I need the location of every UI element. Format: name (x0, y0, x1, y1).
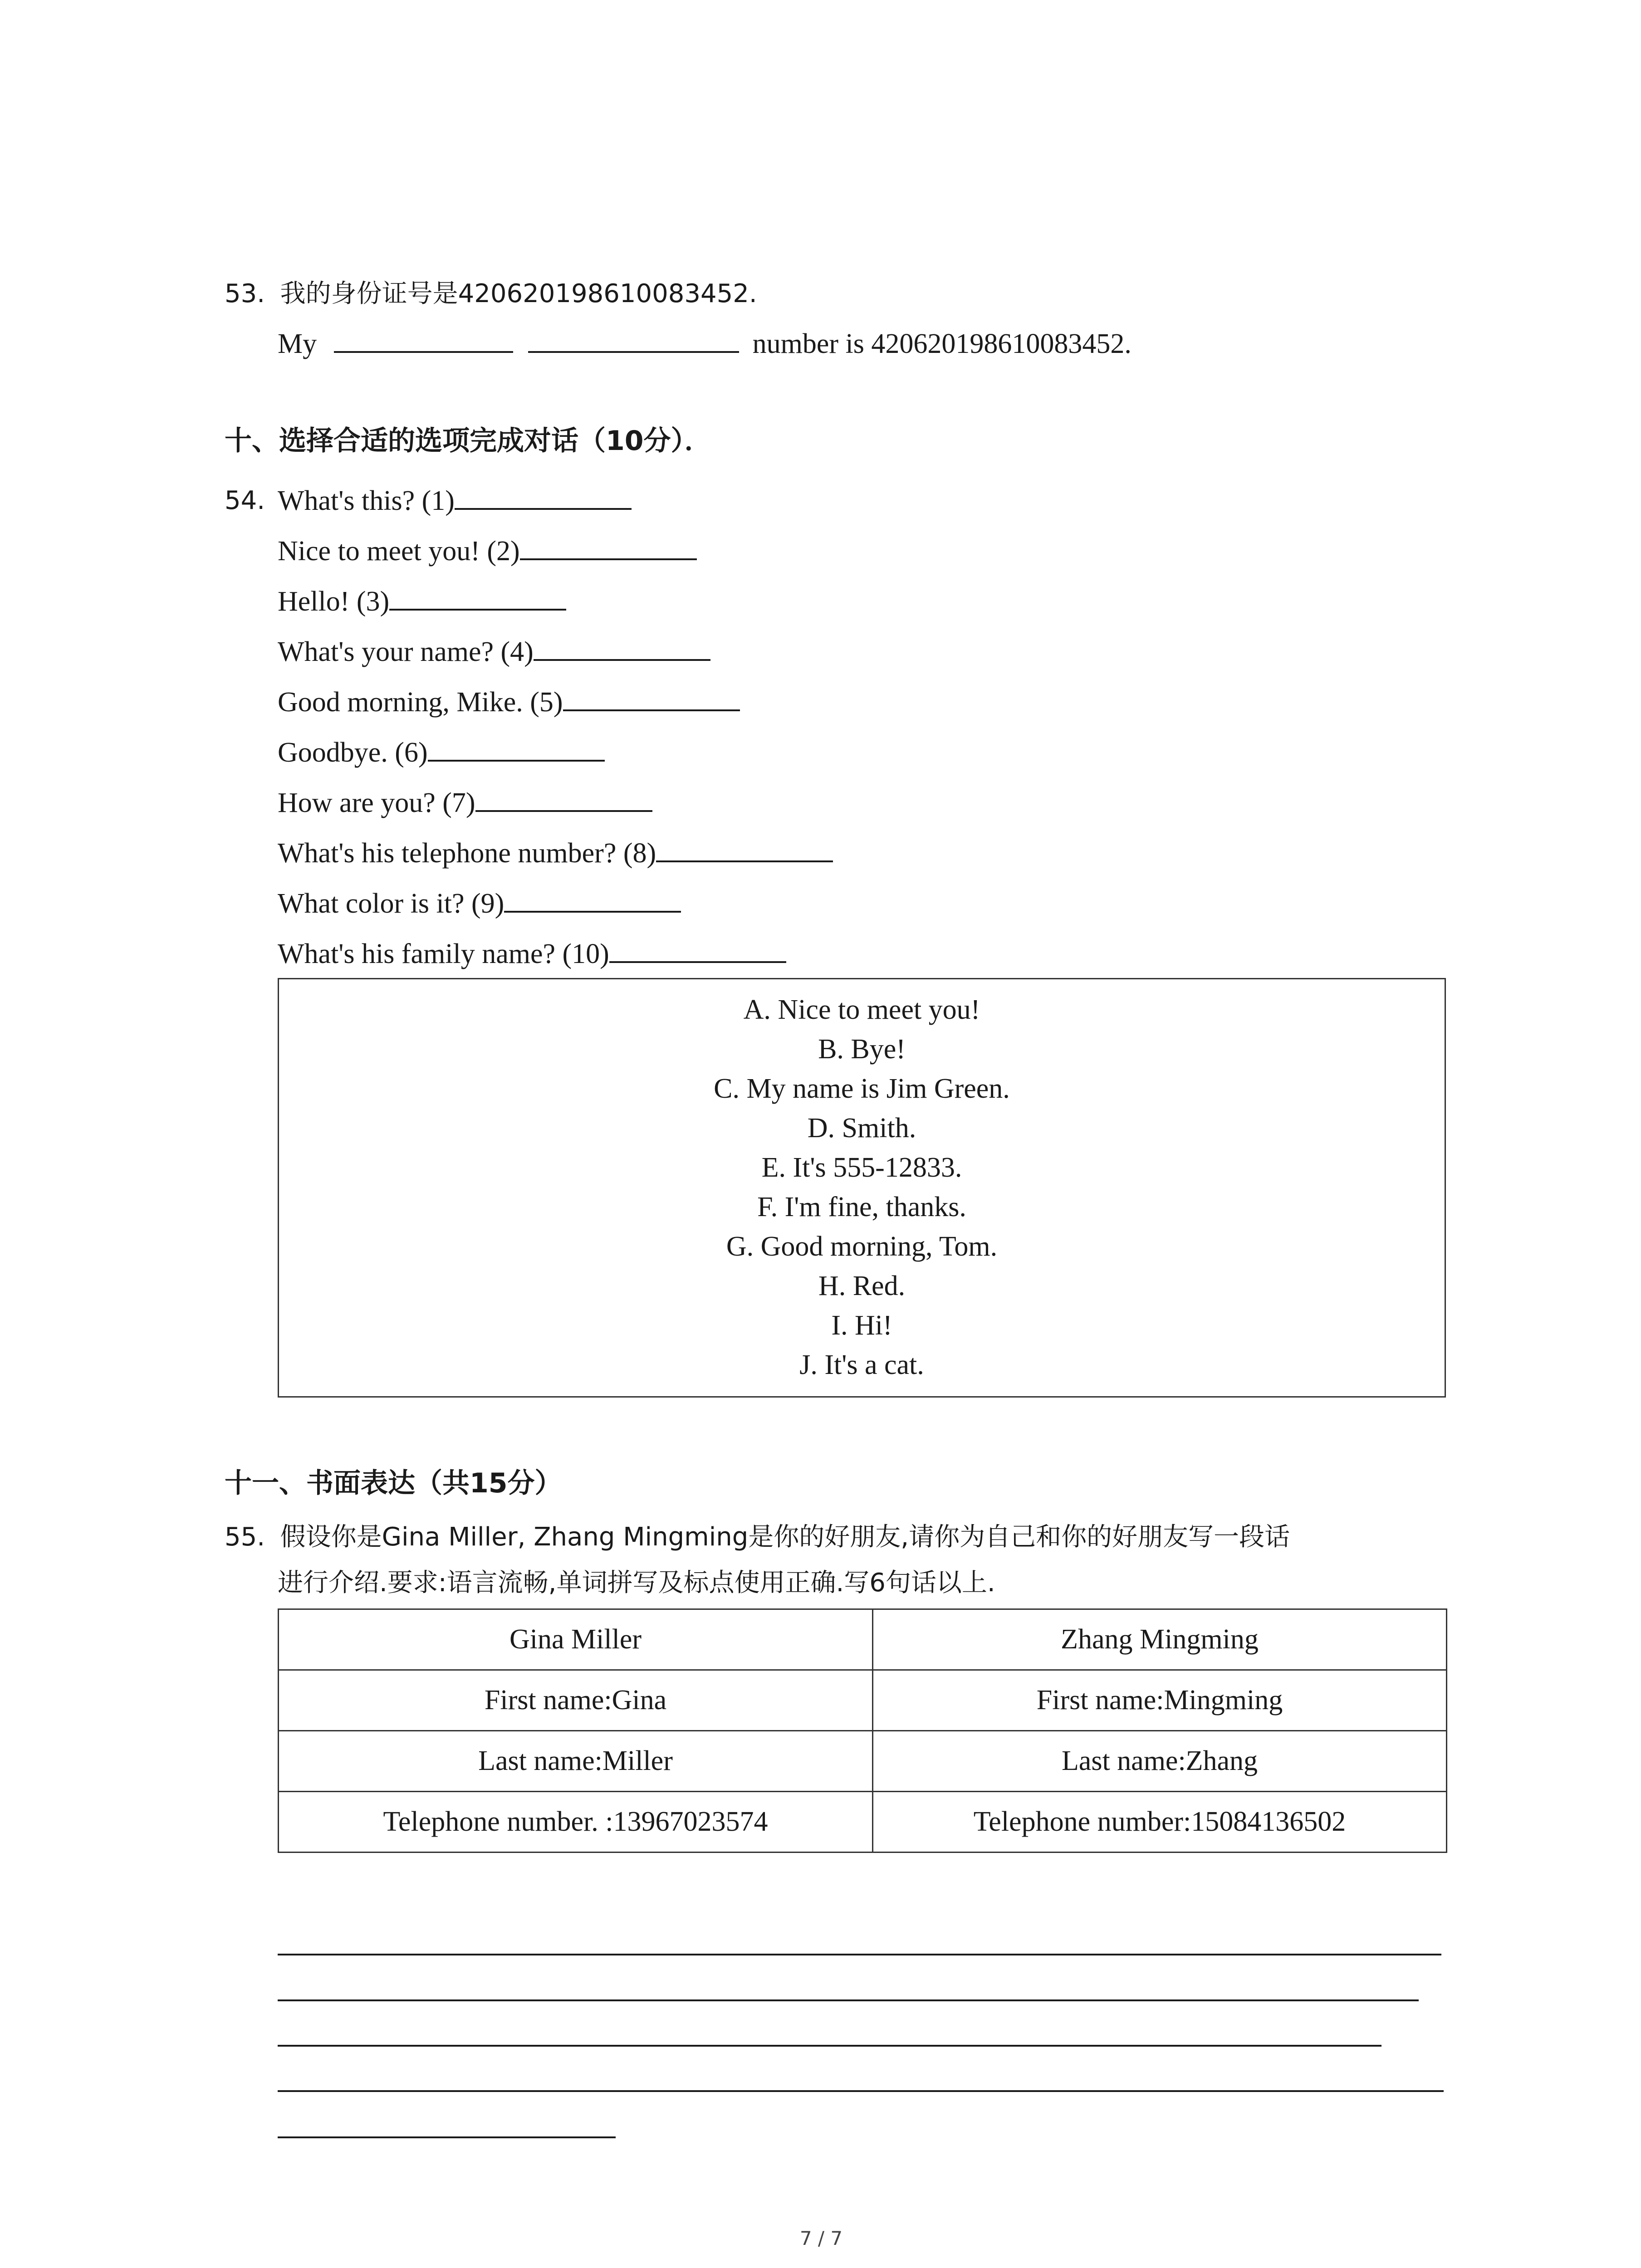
dialogue-item (278, 532, 697, 569)
dialogue-item (278, 935, 786, 972)
question-number: 55. (225, 1522, 265, 1552)
dialogue-item (278, 885, 681, 922)
dialogue-item (278, 482, 632, 519)
table-row (279, 1670, 1447, 1731)
table-cell: Last name:Miller (279, 1731, 873, 1792)
info-table (278, 1608, 1447, 1853)
option-item: B. Bye! (818, 1034, 906, 1065)
option-item: D. Smith. (807, 1113, 916, 1144)
answer-blank[interactable] (475, 784, 652, 812)
option-item: I. Hi! (831, 1310, 892, 1341)
dialogue-item (278, 834, 833, 871)
table-row (279, 1792, 1447, 1853)
dialogue-text: Good morning, Mike. (5) (278, 687, 563, 718)
answer-line-start: My (278, 328, 317, 359)
table-cell: First name:Mingming (873, 1670, 1447, 1731)
question-55-prompt-continued: 进行介绍.要求:语言流畅,单词拼写及标点使用正确.写6句话以上. (278, 1568, 995, 1598)
question-53-prompt (225, 275, 757, 312)
answer-blank[interactable] (656, 834, 833, 862)
question-text: 我的身份证号是420620198610083452. (280, 279, 757, 308)
dialogue-item (278, 633, 710, 670)
dialogue-text: Goodbye. (6) (278, 737, 428, 768)
dialogue-text: What's this? (1) (278, 485, 455, 516)
dialogue-text: What color is it? (9) (278, 888, 505, 919)
dialogue-text: What's his family name? (10) (278, 938, 609, 969)
dialogue-item (278, 733, 605, 771)
options-box (278, 978, 1446, 1398)
dialogue-text: What's his telephone number? (8) (278, 838, 656, 869)
option-item: C. My name is Jim Green. (714, 1073, 1010, 1104)
table-cell: Last name:Zhang (873, 1731, 1447, 1792)
table-cell: Telephone number:15084136502 (873, 1792, 1447, 1853)
writing-line[interactable] (278, 1954, 1441, 1955)
option-item: H. Red. (818, 1271, 906, 1301)
question-55-prompt (225, 1518, 1290, 1555)
dialogue-item (278, 683, 740, 720)
question-54-number (225, 482, 265, 519)
question-number: 53. (225, 279, 265, 308)
option-item: J. It's a cat. (799, 1349, 924, 1380)
answer-blank[interactable] (609, 935, 786, 963)
table-cell: Telephone number. :13967023574 (279, 1792, 873, 1853)
dialogue-text: What's your name? (4) (278, 636, 534, 667)
section-heading: 十一、书面表达（共15分） (225, 1467, 562, 1499)
answer-blank[interactable] (520, 532, 697, 560)
option-item: G. Good morning, Tom. (726, 1231, 998, 1262)
table-row (279, 1609, 1447, 1670)
answer-blank[interactable] (534, 633, 710, 661)
table-row (279, 1731, 1447, 1792)
writing-line[interactable] (278, 1999, 1419, 2001)
dialogue-text: Nice to meet you! (2) (278, 536, 520, 567)
dialogue-text: Hello! (3) (278, 586, 390, 617)
page-number: 7 / 7 (799, 2227, 843, 2249)
option-item: E. It's 555-12833. (761, 1152, 962, 1183)
dialogue-item (278, 784, 652, 821)
writing-line[interactable] (278, 2045, 1381, 2047)
question-number: 54. (225, 486, 265, 515)
table-cell: First name:Gina (279, 1670, 873, 1731)
table-cell: Zhang Mingming (873, 1609, 1447, 1670)
dialogue-text: How are you? (7) (278, 787, 475, 818)
answer-blank[interactable] (428, 733, 605, 762)
option-item: A. Nice to meet you! (743, 994, 980, 1025)
option-item: F. I'm fine, thanks. (757, 1192, 966, 1222)
table-cell: Gina Miller (279, 1609, 873, 1670)
answer-blank[interactable] (563, 683, 740, 711)
question-53-answer-line (278, 325, 1132, 362)
answer-blank[interactable] (389, 582, 566, 611)
answer-line-end: number is 420620198610083452. (752, 328, 1132, 359)
dialogue-item (278, 582, 566, 620)
question-text: 假设你是Gina Miller, Zhang Mingming是你的好朋友,请你为自己和你的好朋友写一段话 (280, 1522, 1290, 1552)
answer-blank[interactable] (455, 482, 632, 510)
writing-line[interactable] (278, 2090, 1444, 2092)
answer-blank[interactable] (334, 325, 513, 353)
answer-blank[interactable] (504, 885, 681, 913)
section-heading: 十、选择合适的选项完成对话（10分）． (225, 425, 712, 457)
answer-blank[interactable] (528, 325, 739, 353)
writing-line[interactable] (278, 2136, 616, 2138)
